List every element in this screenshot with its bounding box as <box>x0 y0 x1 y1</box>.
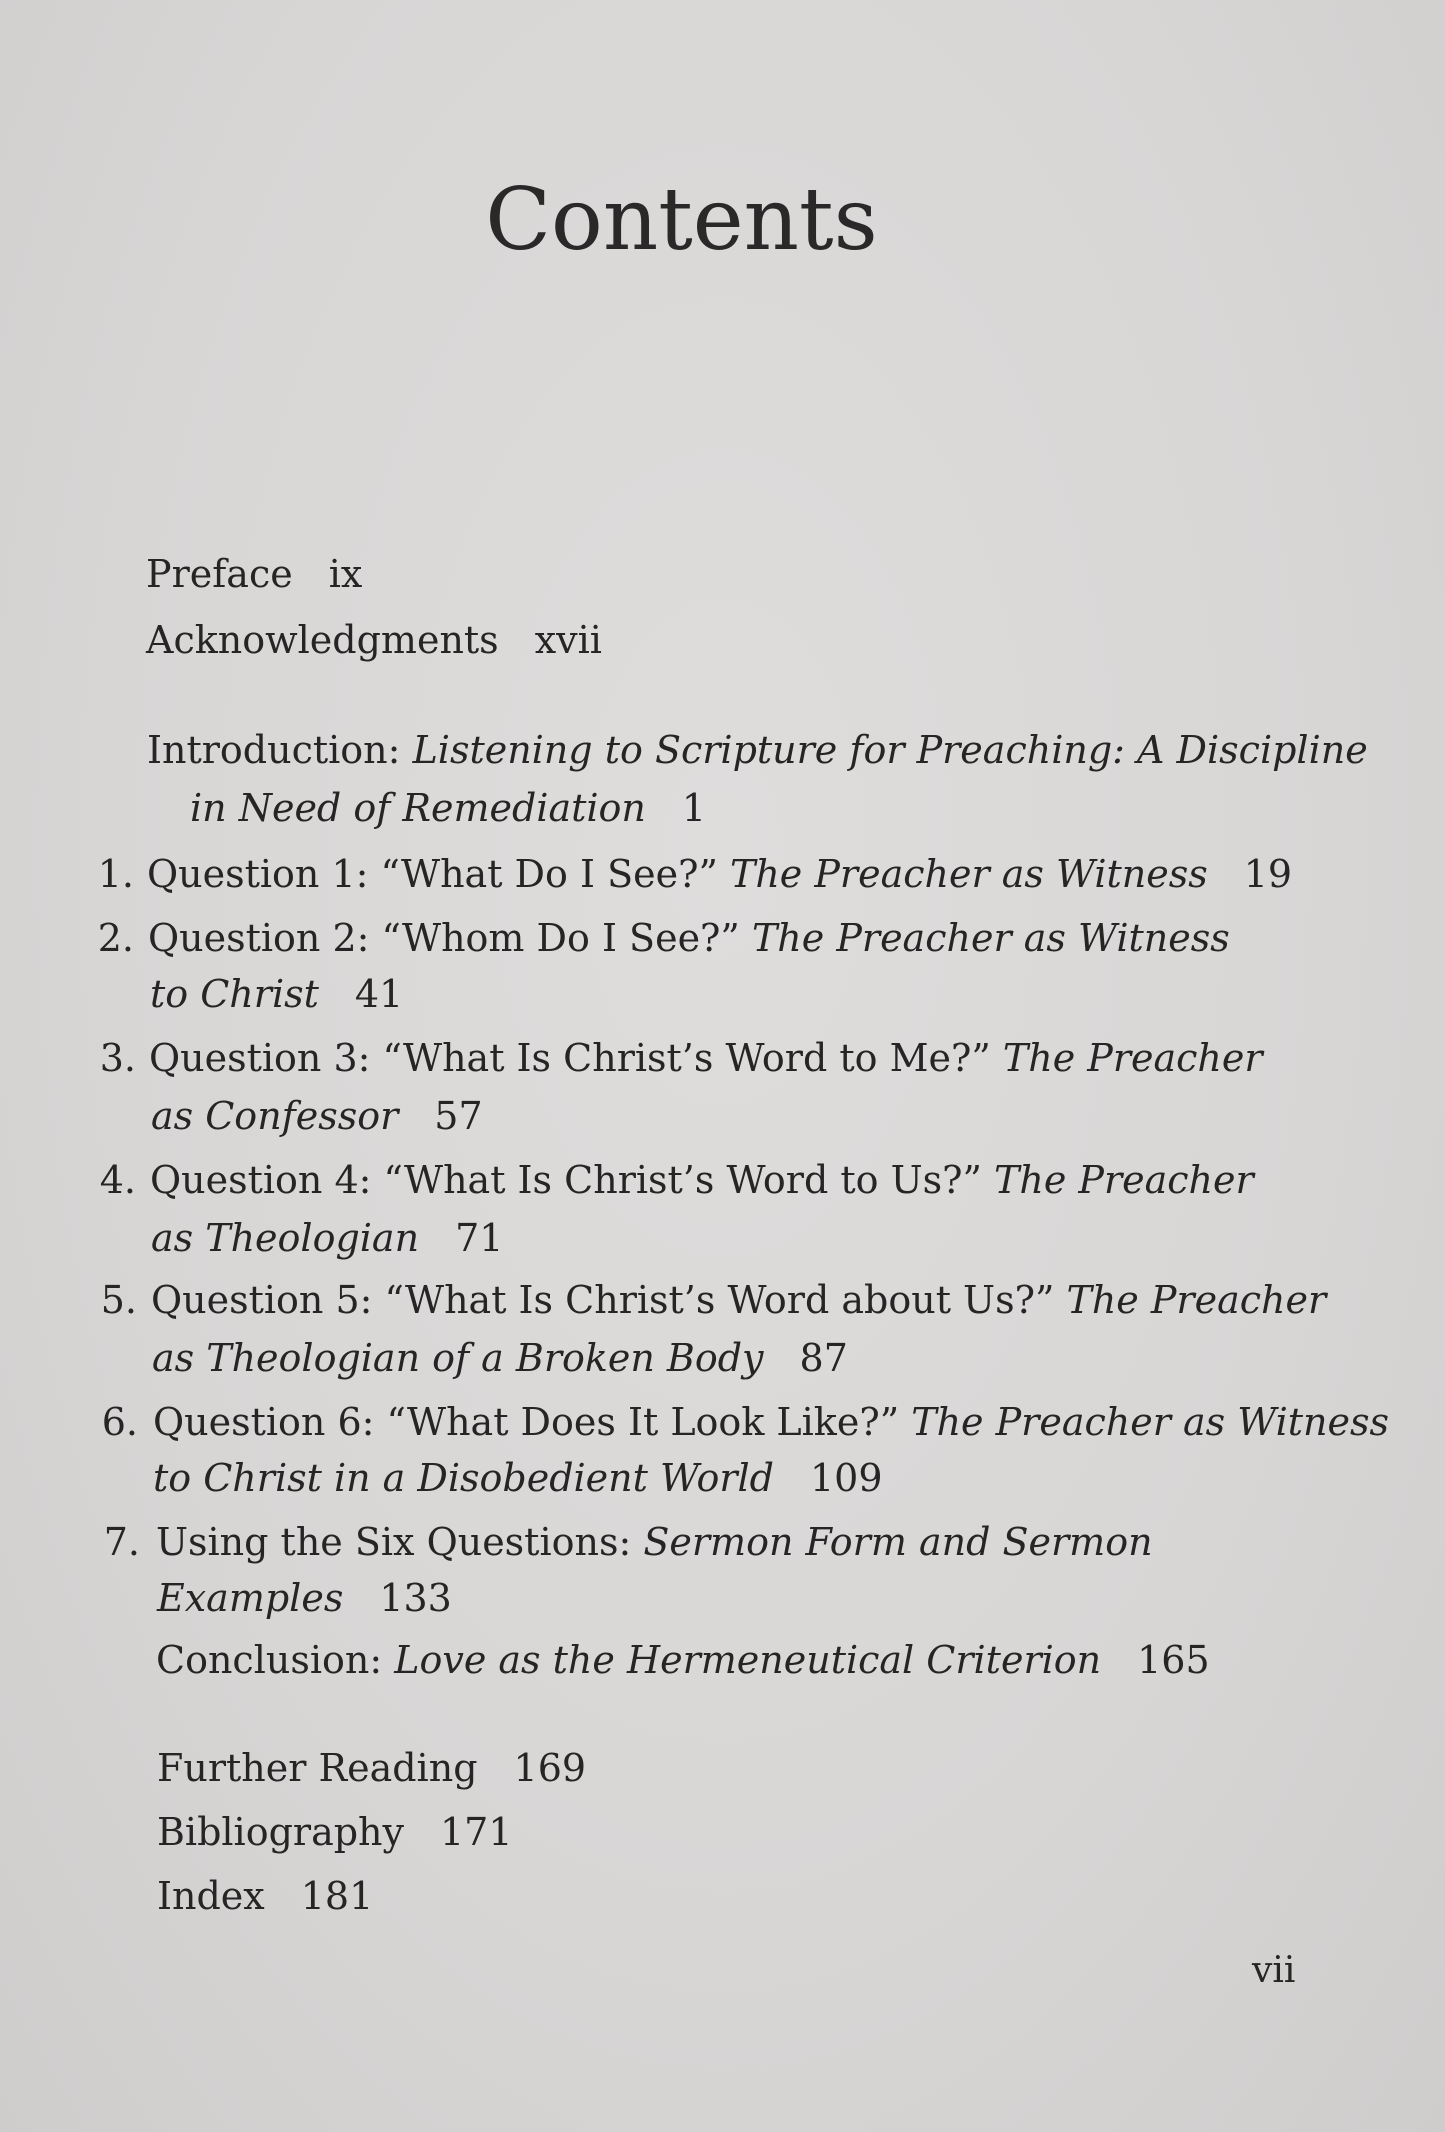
entry-label: Conclusion: <box>156 1638 383 1682</box>
chapter-number: 4. <box>99 1158 136 1202</box>
toc-entry-chapter-6 <box>153 1394 1389 1450</box>
toc-entry-introduction-continuation <box>190 780 706 836</box>
page-title: Contents <box>485 170 878 270</box>
entry-subtitle: as Theologian <box>151 1216 420 1260</box>
entry-subtitle: The Preacher <box>1002 1036 1263 1080</box>
entry-subtitle: The Preacher as Witness <box>751 916 1230 960</box>
entry-subtitle: The Preacher as Witness <box>911 1400 1389 1444</box>
entry-page-number: 71 <box>455 1216 504 1260</box>
entry-subtitle: as Theologian of a Broken Body <box>152 1336 764 1380</box>
entry-subtitle: to Christ in a Disobedient World <box>153 1456 774 1500</box>
entry-label: Introduction: <box>147 728 401 772</box>
entry-subtitle: Listening to Scripture for Preaching: A Discipline <box>412 728 1368 772</box>
entry-label: Question 2: “Whom Do I See?” <box>148 916 740 960</box>
entry-page-number: xvii <box>534 618 602 662</box>
toc-entry-chapter-5 <box>151 1272 1326 1328</box>
entry-page-number: 1 <box>681 786 707 830</box>
entry-page-number: 19 <box>1243 852 1293 896</box>
entry-page-number: 41 <box>354 972 404 1016</box>
entry-label: Index <box>157 1874 265 1918</box>
entry-label: Question 4: “What Is Christ’s Word to Us?” <box>150 1158 982 1202</box>
entry-page-number: 165 <box>1137 1638 1210 1682</box>
entry-page-number: ix <box>328 552 363 596</box>
chapter-number: 5. <box>100 1278 137 1322</box>
entry-page-number: 57 <box>434 1094 483 1138</box>
toc-entry-introduction <box>147 722 1368 778</box>
entry-subtitle: Sermon Form and Sermon <box>643 1520 1153 1564</box>
toc-entry-acknowledgments <box>146 612 602 668</box>
entry-subtitle: in Need of Remediation <box>190 786 646 830</box>
toc-entry-chapter-1 <box>147 846 1292 902</box>
entry-label: Further Reading <box>157 1746 478 1790</box>
entry-page-number: 87 <box>799 1336 848 1380</box>
entry-label: Preface <box>146 552 293 596</box>
entry-subtitle: The Preacher <box>994 1158 1254 1202</box>
entry-page-number: 181 <box>300 1874 374 1918</box>
entry-label: Question 3: “What Is Christ’s Word to Me?” <box>149 1036 991 1080</box>
toc-entry-chapter-7-continuation <box>157 1570 452 1626</box>
entry-page-number: 171 <box>440 1810 513 1854</box>
toc-entry-chapter-2-continuation <box>150 966 403 1022</box>
toc-entry-chapter-7 <box>156 1514 1153 1570</box>
toc-entry-index <box>157 1868 373 1924</box>
chapter-number: 1. <box>97 852 134 896</box>
entry-subtitle: Examples <box>157 1576 344 1620</box>
toc-entry-chapter-3-continuation <box>151 1088 483 1144</box>
toc-entry-chapter-3 <box>149 1030 1263 1086</box>
entry-label: Question 5: “What Is Christ’s Word about Us?” <box>151 1278 1055 1322</box>
toc-entry-bibliography <box>157 1804 513 1860</box>
toc-entry-chapter-4 <box>150 1152 1254 1208</box>
chapter-number: 3. <box>99 1036 136 1080</box>
entry-subtitle: The Preacher as Witness <box>729 852 1208 896</box>
entry-label: Acknowledgments <box>146 618 499 662</box>
toc-entry-chapter-5-continuation <box>152 1330 848 1386</box>
chapter-number: 2. <box>97 916 134 960</box>
entry-subtitle: Love as the Hermeneutical Criterion <box>394 1638 1102 1682</box>
chapter-number: 7. <box>103 1520 140 1564</box>
entry-label: Using the Six Questions: <box>156 1520 632 1564</box>
toc-entry-preface <box>146 546 362 602</box>
page-folio: vii <box>1252 1950 1296 1991</box>
toc-entry-chapter-4-continuation <box>151 1210 503 1266</box>
toc-entry-chapter-6-continuation <box>153 1450 883 1506</box>
entry-label: Question 1: “What Do I See?” <box>147 852 718 896</box>
entry-subtitle: to Christ <box>150 972 319 1016</box>
toc-entry-conclusion <box>156 1632 1210 1688</box>
entry-page-number: 169 <box>513 1746 587 1790</box>
entry-subtitle: The Preacher <box>1066 1278 1327 1322</box>
entry-label: Bibliography <box>157 1810 404 1854</box>
entry-page-number: 133 <box>379 1576 452 1620</box>
toc-entry-further-reading <box>157 1740 586 1796</box>
entry-label: Question 6: “What Does It Look Like?” <box>153 1400 900 1444</box>
entry-page-number: 109 <box>810 1456 883 1500</box>
chapter-number: 6. <box>101 1400 138 1444</box>
toc-entry-chapter-2 <box>148 910 1230 966</box>
entry-subtitle: as Confessor <box>151 1094 399 1138</box>
